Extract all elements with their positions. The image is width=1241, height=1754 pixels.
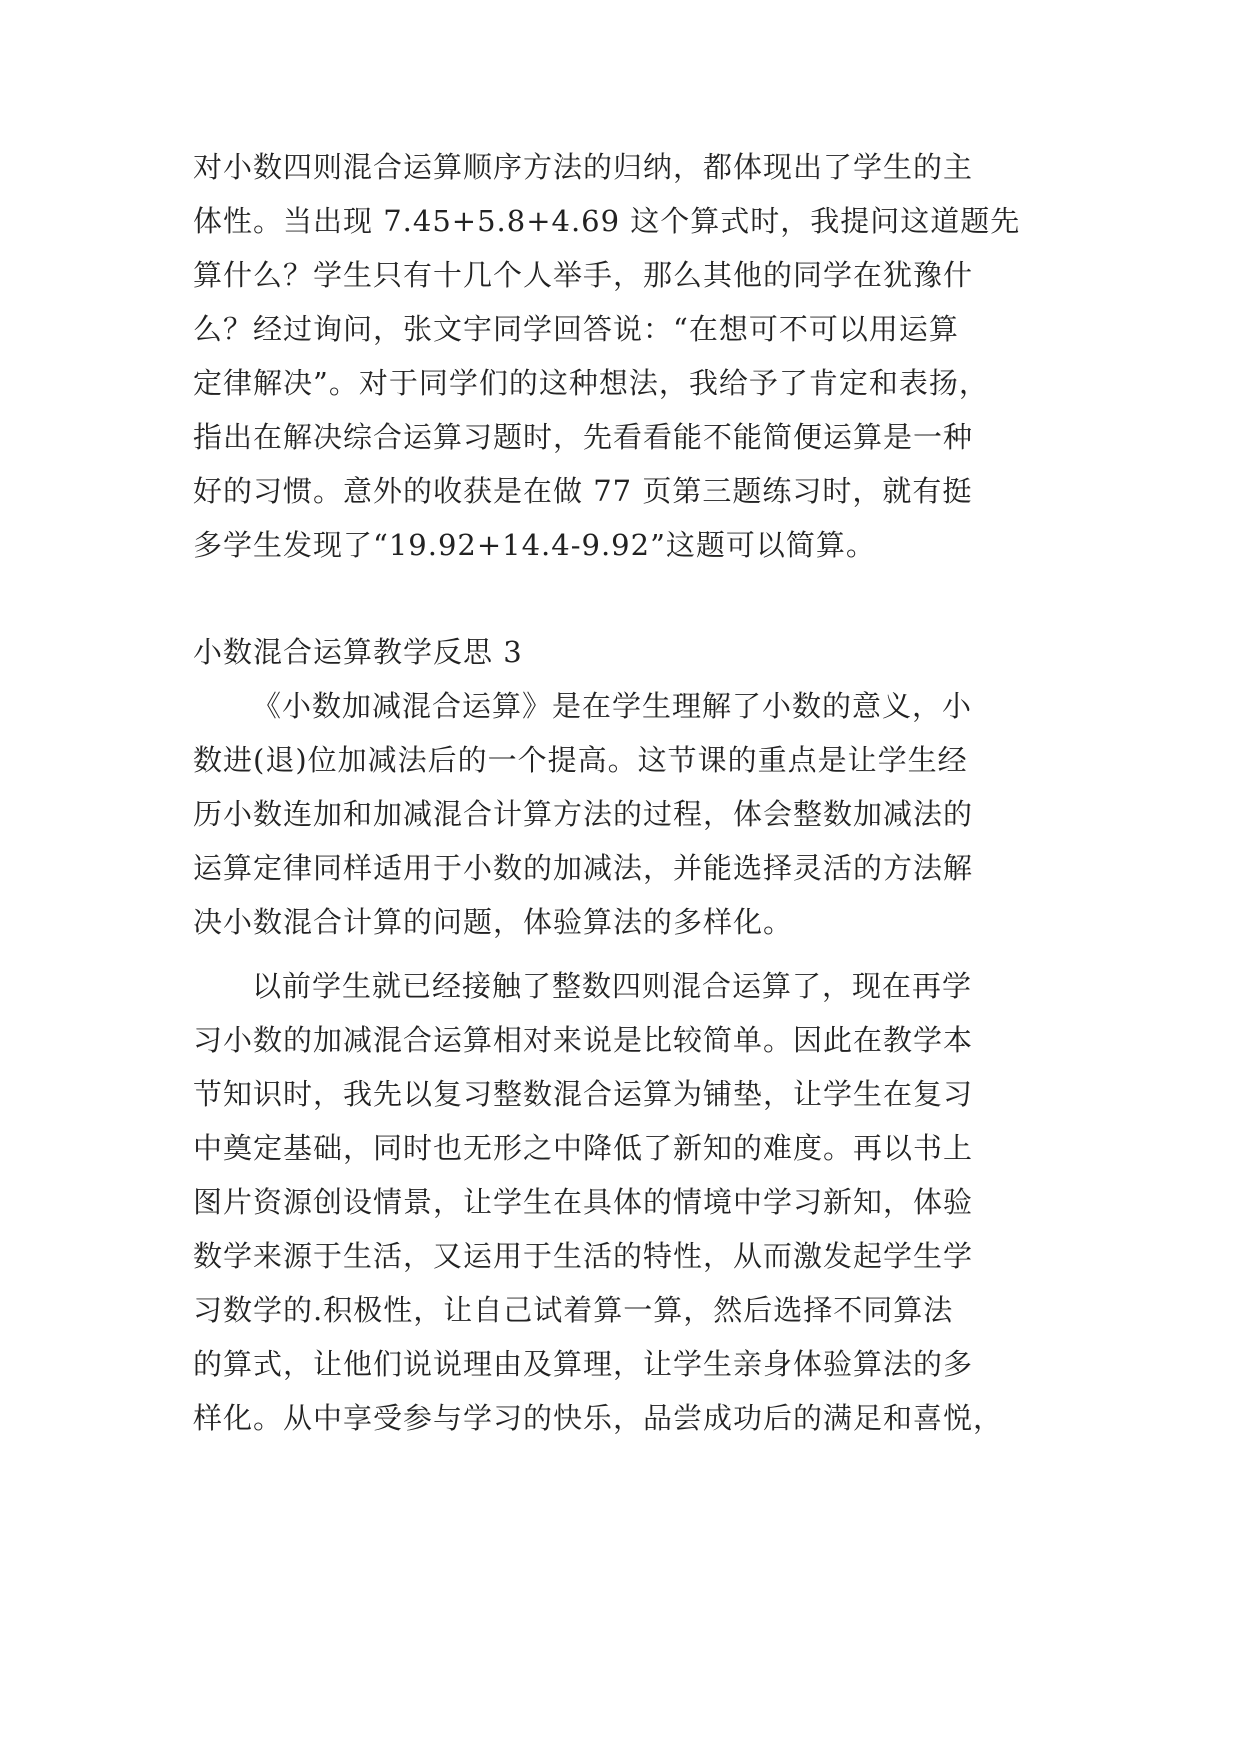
text-line: 习数学的.积极性，让自己试着算一算，然后选择不同算法 bbox=[193, 1293, 954, 1327]
text-line: 算什么？学生只有十几个人举手，那么其他的同学在犹豫什 bbox=[193, 258, 974, 292]
text-line: 以前学生就已经接触了整数四则混合运算了，现在再学 bbox=[252, 969, 973, 1003]
text-line: 定律解决”。对于同学们的这种想法，我给予了肯定和表扬， bbox=[193, 366, 989, 400]
text-line: 指出在解决综合运算习题时，先看看能不能简便运算是一种 bbox=[193, 420, 974, 454]
text-line: 历小数连加和加减混合计算方法的过程，体会整数加减法的 bbox=[193, 797, 974, 831]
text-line: 决小数混合计算的问题，体验算法的多样化。 bbox=[193, 905, 794, 939]
text-line: 习小数的加减混合运算相对来说是比较简单。因此在教学本 bbox=[193, 1023, 974, 1057]
text-line: 图片资源创设情景，让学生在具体的情境中学习新知，体验 bbox=[193, 1185, 974, 1219]
text-line: 样化。从中享受参与学习的快乐，品尝成功后的满足和喜悦， bbox=[193, 1401, 1004, 1435]
section-heading: 小数混合运算教学反思 3 bbox=[193, 635, 523, 669]
text-line: 节知识时，我先以复习整数混合运算为铺垫，让学生在复习 bbox=[193, 1077, 974, 1111]
text-line: 数学来源于生活，又运用于生活的特性，从而激发起学生学 bbox=[193, 1239, 974, 1273]
text-line: 好的习惯。意外的收获是在做 77 页第三题练习时，就有挺 bbox=[193, 474, 973, 508]
text-line: 对小数四则混合运算顺序方法的归纳，都体现出了学生的主 bbox=[193, 150, 974, 184]
text-line: 运算定律同样适用于小数的加减法，并能选择灵活的方法解 bbox=[193, 851, 974, 885]
text-line: 体性。当出现 7.45+5.8+4.69 这个算式时，我提问这道题先 bbox=[193, 204, 1021, 238]
text-line: 数进(退)位加减法后的一个提高。这节课的重点是让学生经 bbox=[193, 743, 968, 777]
text-line: 中奠定基础，同时也无形之中降低了新知的难度。再以书上 bbox=[193, 1131, 974, 1165]
text-line: 的算式，让他们说说理由及算理，让学生亲身体验算法的多 bbox=[193, 1347, 974, 1381]
text-line: 《小数加减混合运算》是在学生理解了小数的意义，小 bbox=[252, 689, 973, 723]
text-line: 多学生发现了“19.92+14.4-9.92”这题可以简算。 bbox=[193, 528, 876, 562]
text-line: 么？经过询问，张文宇同学回答说：“在想可不可以用运算 bbox=[193, 312, 959, 346]
